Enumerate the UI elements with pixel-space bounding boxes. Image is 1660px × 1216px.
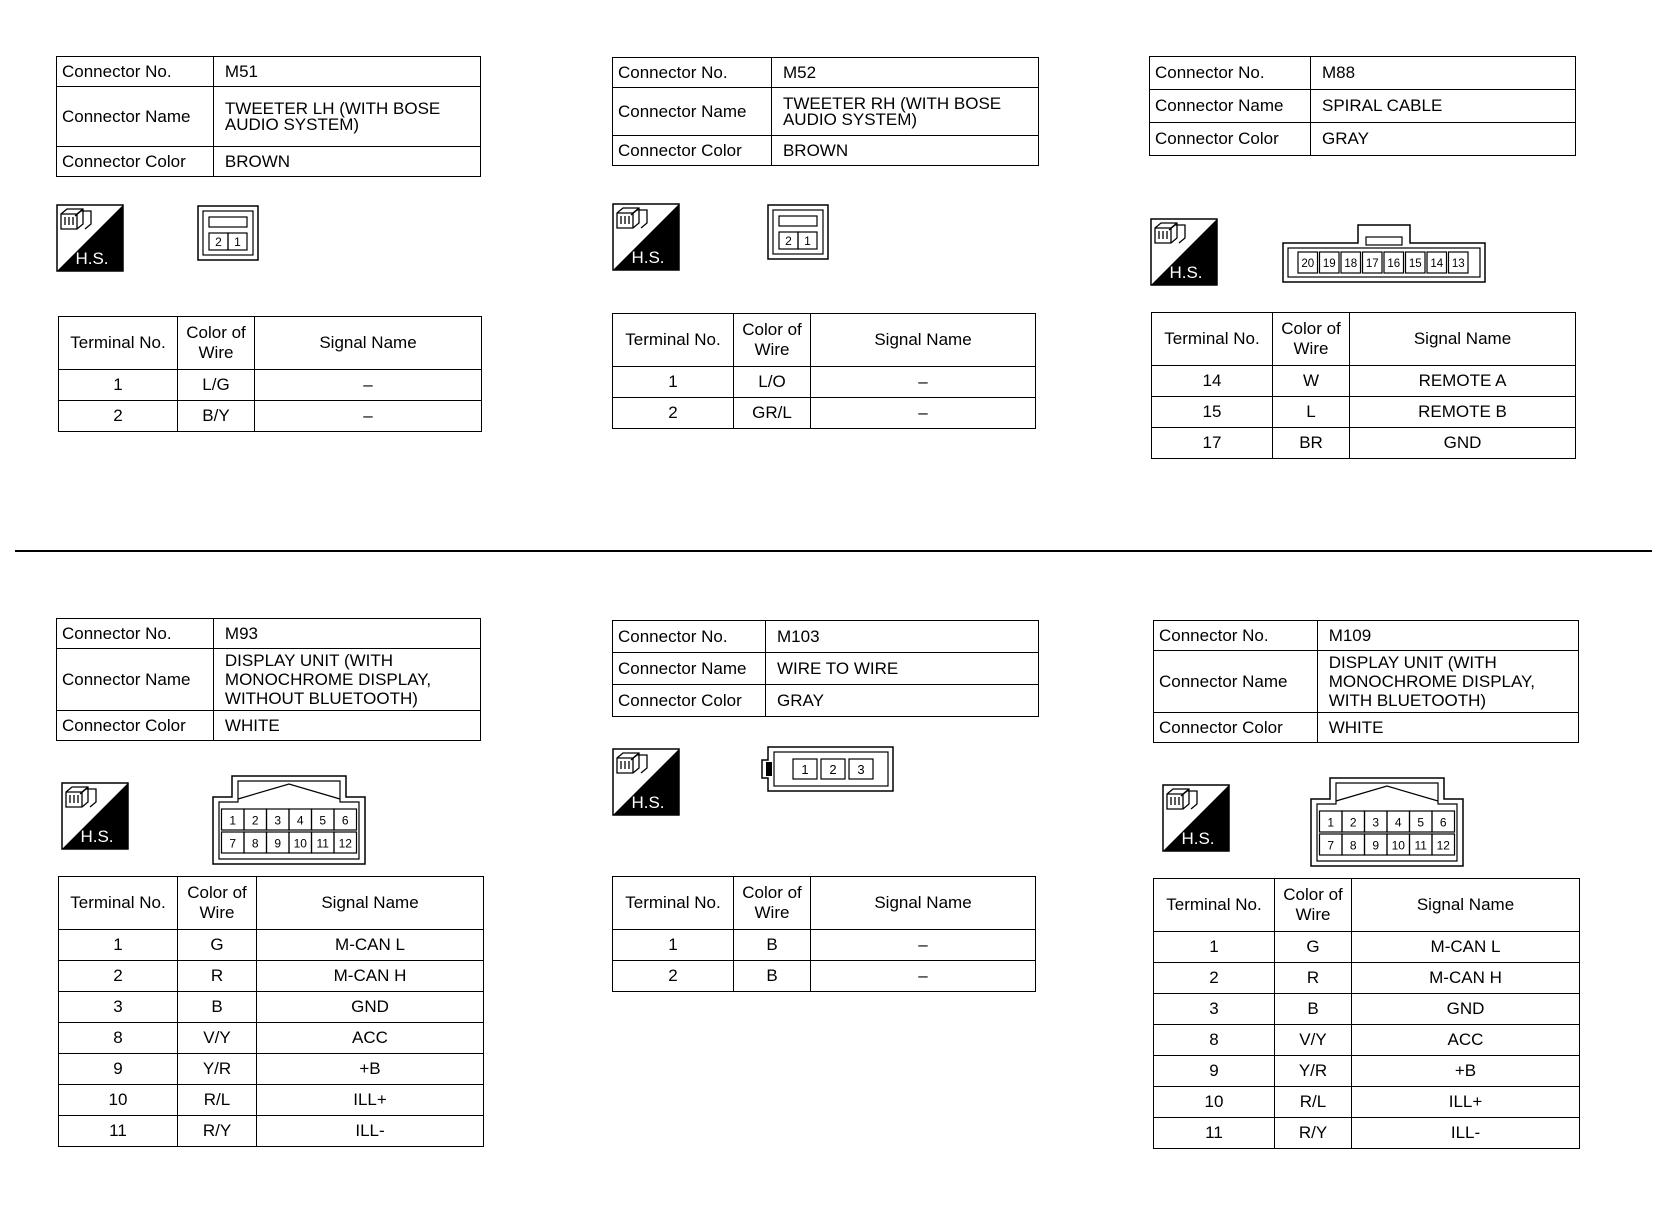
connector-name-label: Connector Name	[57, 649, 214, 711]
signal-name-cell: –	[255, 370, 482, 401]
terminal-table	[1153, 878, 1580, 1149]
connector-face-diagram	[212, 775, 366, 865]
connector-color-value: GRAY	[1311, 123, 1576, 156]
pin-label: 17	[1365, 258, 1379, 270]
hs-label: H.S.	[1181, 829, 1215, 848]
wire-color-cell: R	[1275, 963, 1352, 994]
pin-label: 11	[1414, 838, 1427, 853]
connector-name-value: TWEETER RH (WITH BOSE AUDIO SYSTEM)	[771, 88, 1038, 136]
table-row	[613, 961, 1036, 992]
connector-color-label: Connector Color	[613, 685, 766, 717]
terminal-no-cell: 11	[59, 1116, 178, 1147]
signal-name-header: Signal Name	[1350, 313, 1576, 366]
harness-side-icon	[61, 782, 129, 850]
terminal-table	[58, 876, 484, 1147]
harness-side-icon	[56, 204, 124, 272]
connector-name-value: DISPLAY UNIT (WITH MONOCHROME DISPLAY, WITHOUT BLUETOOTH)	[213, 649, 480, 711]
connector-name-label: Connector Name	[613, 88, 772, 136]
connector-name-label: Connector Name	[1150, 90, 1311, 123]
connector-face-diagram	[1282, 223, 1486, 283]
pin-label: 4	[1394, 815, 1402, 830]
table-row	[1154, 1056, 1580, 1087]
pin-label: 1	[234, 235, 241, 249]
hs-label: H.S.	[80, 827, 114, 846]
signal-name-cell: M-CAN H	[1352, 963, 1580, 994]
terminal-no-header: Terminal No.	[1152, 313, 1273, 366]
pin-label: 9	[1372, 838, 1380, 853]
table-row	[1152, 428, 1576, 459]
wire-color-cell: B	[734, 930, 811, 961]
terminal-no-cell: 1	[613, 930, 734, 961]
signal-name-cell: –	[811, 398, 1036, 429]
signal-name-header: Signal Name	[255, 317, 482, 370]
pin-label: 13	[1451, 258, 1465, 270]
connector-color-value: WHITE	[1317, 713, 1578, 743]
signal-name-cell: +B	[1352, 1056, 1580, 1087]
connector-info-table	[56, 618, 481, 741]
terminal-no-cell: 8	[59, 1023, 178, 1054]
table-row	[613, 398, 1036, 429]
terminal-no-cell: 1	[59, 370, 178, 401]
hs-label: H.S.	[75, 249, 109, 268]
signal-name-cell: ILL+	[1352, 1087, 1580, 1118]
connector-info-table	[612, 620, 1039, 717]
terminal-no-cell: 2	[613, 398, 734, 429]
terminal-no-cell: 10	[59, 1085, 178, 1116]
connector-face-diagram	[197, 205, 259, 261]
color-of-wire-header: Color of Wire	[1275, 879, 1352, 932]
pin-label: 8	[1349, 838, 1357, 853]
color-of-wire-header: Color of Wire	[734, 314, 811, 367]
table-row	[59, 1116, 484, 1147]
terminal-no-cell: 1	[613, 367, 734, 398]
pin-label: 4	[296, 813, 304, 828]
pin-label: 2	[215, 235, 222, 249]
connector-color-value: WHITE	[213, 711, 480, 741]
pin-label: 10	[1391, 838, 1405, 853]
connector-color-value: BROWN	[213, 147, 480, 177]
pin-label: 12	[338, 836, 352, 851]
connector-color-label: Connector Color	[57, 711, 214, 741]
connector-no-value: M88	[1311, 57, 1576, 90]
terminal-no-cell: 2	[1154, 963, 1275, 994]
wire-color-cell: V/Y	[1275, 1025, 1352, 1056]
connector-no-label: Connector No.	[57, 57, 214, 87]
connector-name-value: SPIRAL CABLE	[1311, 90, 1576, 123]
signal-name-cell: –	[255, 401, 482, 432]
signal-name-cell: ACC	[257, 1023, 484, 1054]
harness-side-icon	[612, 748, 680, 816]
table-row	[1154, 932, 1580, 963]
terminal-no-header: Terminal No.	[1154, 879, 1275, 932]
connector-name-label: Connector Name	[57, 87, 214, 147]
connector-name-value: TWEETER LH (WITH BOSE AUDIO SYSTEM)	[213, 87, 480, 147]
signal-name-cell: –	[811, 367, 1036, 398]
table-row	[59, 961, 484, 992]
signal-name-header: Signal Name	[1352, 879, 1580, 932]
signal-name-cell: M-CAN L	[257, 930, 484, 961]
table-row	[1152, 397, 1576, 428]
terminal-no-cell: 2	[59, 961, 178, 992]
pin-label: 1	[229, 813, 237, 828]
connector-color-label: Connector Color	[1150, 123, 1311, 156]
table-row	[59, 401, 482, 432]
pin-label: 9	[274, 836, 282, 851]
color-of-wire-header: Color of Wire	[734, 877, 811, 930]
terminal-no-cell: 8	[1154, 1025, 1275, 1056]
terminal-table	[58, 316, 482, 432]
pin-label: 3	[857, 762, 865, 777]
signal-name-cell: –	[811, 930, 1036, 961]
connector-no-value: M103	[766, 621, 1039, 653]
connector-no-value: M93	[213, 619, 480, 649]
table-row	[1152, 366, 1576, 397]
signal-name-cell: GND	[1350, 428, 1576, 459]
pin-label: 1	[801, 762, 809, 777]
connector-no-label: Connector No.	[1150, 57, 1311, 90]
connector-face-diagram	[760, 746, 894, 792]
connector-no-value: M109	[1317, 621, 1578, 651]
signal-name-cell: GND	[1352, 994, 1580, 1025]
terminal-no-cell: 1	[1154, 932, 1275, 963]
wire-color-cell: B/Y	[178, 401, 255, 432]
connector-face-diagram	[1310, 777, 1464, 867]
terminal-no-cell: 2	[613, 961, 734, 992]
pin-label: 16	[1387, 258, 1401, 270]
table-row	[1154, 1025, 1580, 1056]
signal-name-cell: GND	[257, 992, 484, 1023]
connector-no-value: M51	[213, 57, 480, 87]
connector-info-table	[1153, 620, 1579, 743]
pin-label: 3	[274, 813, 282, 828]
section-divider	[15, 550, 1652, 552]
signal-name-cell: M-CAN H	[257, 961, 484, 992]
connector-face-diagram	[767, 204, 829, 260]
wire-color-cell: L/G	[178, 370, 255, 401]
wire-color-cell: R/Y	[1275, 1118, 1352, 1149]
pin-label: 12	[1436, 838, 1450, 853]
connector-info-table	[56, 56, 481, 177]
pin-label: 5	[1417, 815, 1425, 830]
terminal-no-cell: 14	[1152, 366, 1273, 397]
pin-label: 2	[785, 234, 792, 248]
signal-name-cell: ILL-	[1352, 1118, 1580, 1149]
table-row	[59, 1085, 484, 1116]
wire-color-cell: V/Y	[178, 1023, 257, 1054]
connector-info-table	[1149, 56, 1576, 156]
harness-side-icon	[612, 203, 680, 271]
connector-no-label: Connector No.	[1154, 621, 1318, 651]
table-row	[1154, 1118, 1580, 1149]
pin-label: 6	[1439, 815, 1447, 830]
pin-label: 1	[1327, 815, 1335, 830]
connector-no-label: Connector No.	[613, 621, 766, 653]
table-row	[59, 1054, 484, 1085]
pin-label: 2	[1349, 815, 1357, 830]
wire-color-cell: R/Y	[178, 1116, 257, 1147]
color-of-wire-header: Color of Wire	[178, 877, 257, 930]
pin-label: 14	[1430, 258, 1444, 270]
pin-label: 7	[229, 836, 237, 851]
table-row	[1154, 994, 1580, 1025]
pin-label: 10	[293, 836, 307, 851]
connector-name-value: WIRE TO WIRE	[766, 653, 1039, 685]
pin-label: 2	[251, 813, 259, 828]
signal-name-cell: ILL+	[257, 1085, 484, 1116]
connector-name-label: Connector Name	[1154, 651, 1318, 713]
wire-color-cell: BR	[1273, 428, 1350, 459]
wire-color-cell: W	[1273, 366, 1350, 397]
wire-color-cell: G	[178, 930, 257, 961]
wire-color-cell: R	[178, 961, 257, 992]
pin-label: 6	[341, 813, 349, 828]
table-row	[1154, 1087, 1580, 1118]
terminal-no-cell: 3	[59, 992, 178, 1023]
signal-name-header: Signal Name	[257, 877, 484, 930]
signal-name-cell: REMOTE B	[1350, 397, 1576, 428]
color-of-wire-header: Color of Wire	[178, 317, 255, 370]
connector-no-label: Connector No.	[57, 619, 214, 649]
wire-color-cell: B	[1275, 994, 1352, 1025]
terminal-table	[612, 876, 1036, 992]
signal-name-cell: ILL-	[257, 1116, 484, 1147]
terminal-no-header: Terminal No.	[613, 314, 734, 367]
table-row	[59, 930, 484, 961]
terminal-no-header: Terminal No.	[59, 877, 178, 930]
signal-name-cell: ACC	[1352, 1025, 1580, 1056]
terminal-no-cell: 17	[1152, 428, 1273, 459]
connector-name-value: DISPLAY UNIT (WITH MONOCHROME DISPLAY, WITH BLUETOOTH)	[1317, 651, 1578, 713]
connector-color-value: GRAY	[766, 685, 1039, 717]
wire-color-cell: GR/L	[734, 398, 811, 429]
pin-label: 15	[1408, 258, 1422, 270]
table-row	[1154, 963, 1580, 994]
table-row	[613, 930, 1036, 961]
terminal-no-header: Terminal No.	[613, 877, 734, 930]
terminal-no-cell: 9	[59, 1054, 178, 1085]
hs-label: H.S.	[631, 793, 665, 812]
connector-color-label: Connector Color	[57, 147, 214, 177]
pin-label: 18	[1344, 258, 1358, 270]
connector-no-label: Connector No.	[613, 58, 772, 88]
terminal-no-cell: 15	[1152, 397, 1273, 428]
terminal-table	[1151, 312, 1576, 459]
signal-name-header: Signal Name	[811, 877, 1036, 930]
pin-label: 19	[1322, 258, 1336, 270]
signal-name-cell: M-CAN L	[1352, 932, 1580, 963]
terminal-no-cell: 3	[1154, 994, 1275, 1025]
connector-color-label: Connector Color	[1154, 713, 1318, 743]
connector-info-table	[612, 57, 1039, 166]
pin-label: 5	[319, 813, 327, 828]
wire-color-cell: L	[1273, 397, 1350, 428]
pin-label: 2	[829, 762, 837, 777]
table-row	[613, 367, 1036, 398]
wire-color-cell: R/L	[178, 1085, 257, 1116]
pin-label: 7	[1327, 838, 1335, 853]
connector-no-value: M52	[771, 58, 1038, 88]
terminal-no-cell: 11	[1154, 1118, 1275, 1149]
terminal-no-header: Terminal No.	[59, 317, 178, 370]
table-row	[59, 370, 482, 401]
wire-color-cell: L/O	[734, 367, 811, 398]
terminal-no-cell: 10	[1154, 1087, 1275, 1118]
connector-color-value: BROWN	[771, 136, 1038, 166]
table-row	[59, 992, 484, 1023]
hs-label: H.S.	[631, 248, 665, 267]
pin-label: 20	[1301, 258, 1315, 270]
table-row	[59, 1023, 484, 1054]
pin-label: 3	[1372, 815, 1380, 830]
terminal-no-cell: 1	[59, 930, 178, 961]
wire-color-cell: R/L	[1275, 1087, 1352, 1118]
color-of-wire-header: Color of Wire	[1273, 313, 1350, 366]
hs-label: H.S.	[1169, 263, 1203, 282]
connector-name-label: Connector Name	[613, 653, 766, 685]
connector-color-label: Connector Color	[613, 136, 772, 166]
signal-name-cell: +B	[257, 1054, 484, 1085]
wire-color-cell: Y/R	[1275, 1056, 1352, 1087]
wire-color-cell: G	[1275, 932, 1352, 963]
terminal-table	[612, 313, 1036, 429]
pin-label: 8	[251, 836, 259, 851]
harness-side-icon	[1162, 784, 1230, 852]
harness-side-icon	[1150, 218, 1218, 286]
wire-color-cell: B	[734, 961, 811, 992]
signal-name-header: Signal Name	[811, 314, 1036, 367]
terminal-no-cell: 2	[59, 401, 178, 432]
signal-name-cell: –	[811, 961, 1036, 992]
wire-color-cell: B	[178, 992, 257, 1023]
pin-label: 11	[316, 836, 329, 851]
pin-label: 1	[804, 234, 811, 248]
wire-color-cell: Y/R	[178, 1054, 257, 1085]
terminal-no-cell: 9	[1154, 1056, 1275, 1087]
signal-name-cell: REMOTE A	[1350, 366, 1576, 397]
